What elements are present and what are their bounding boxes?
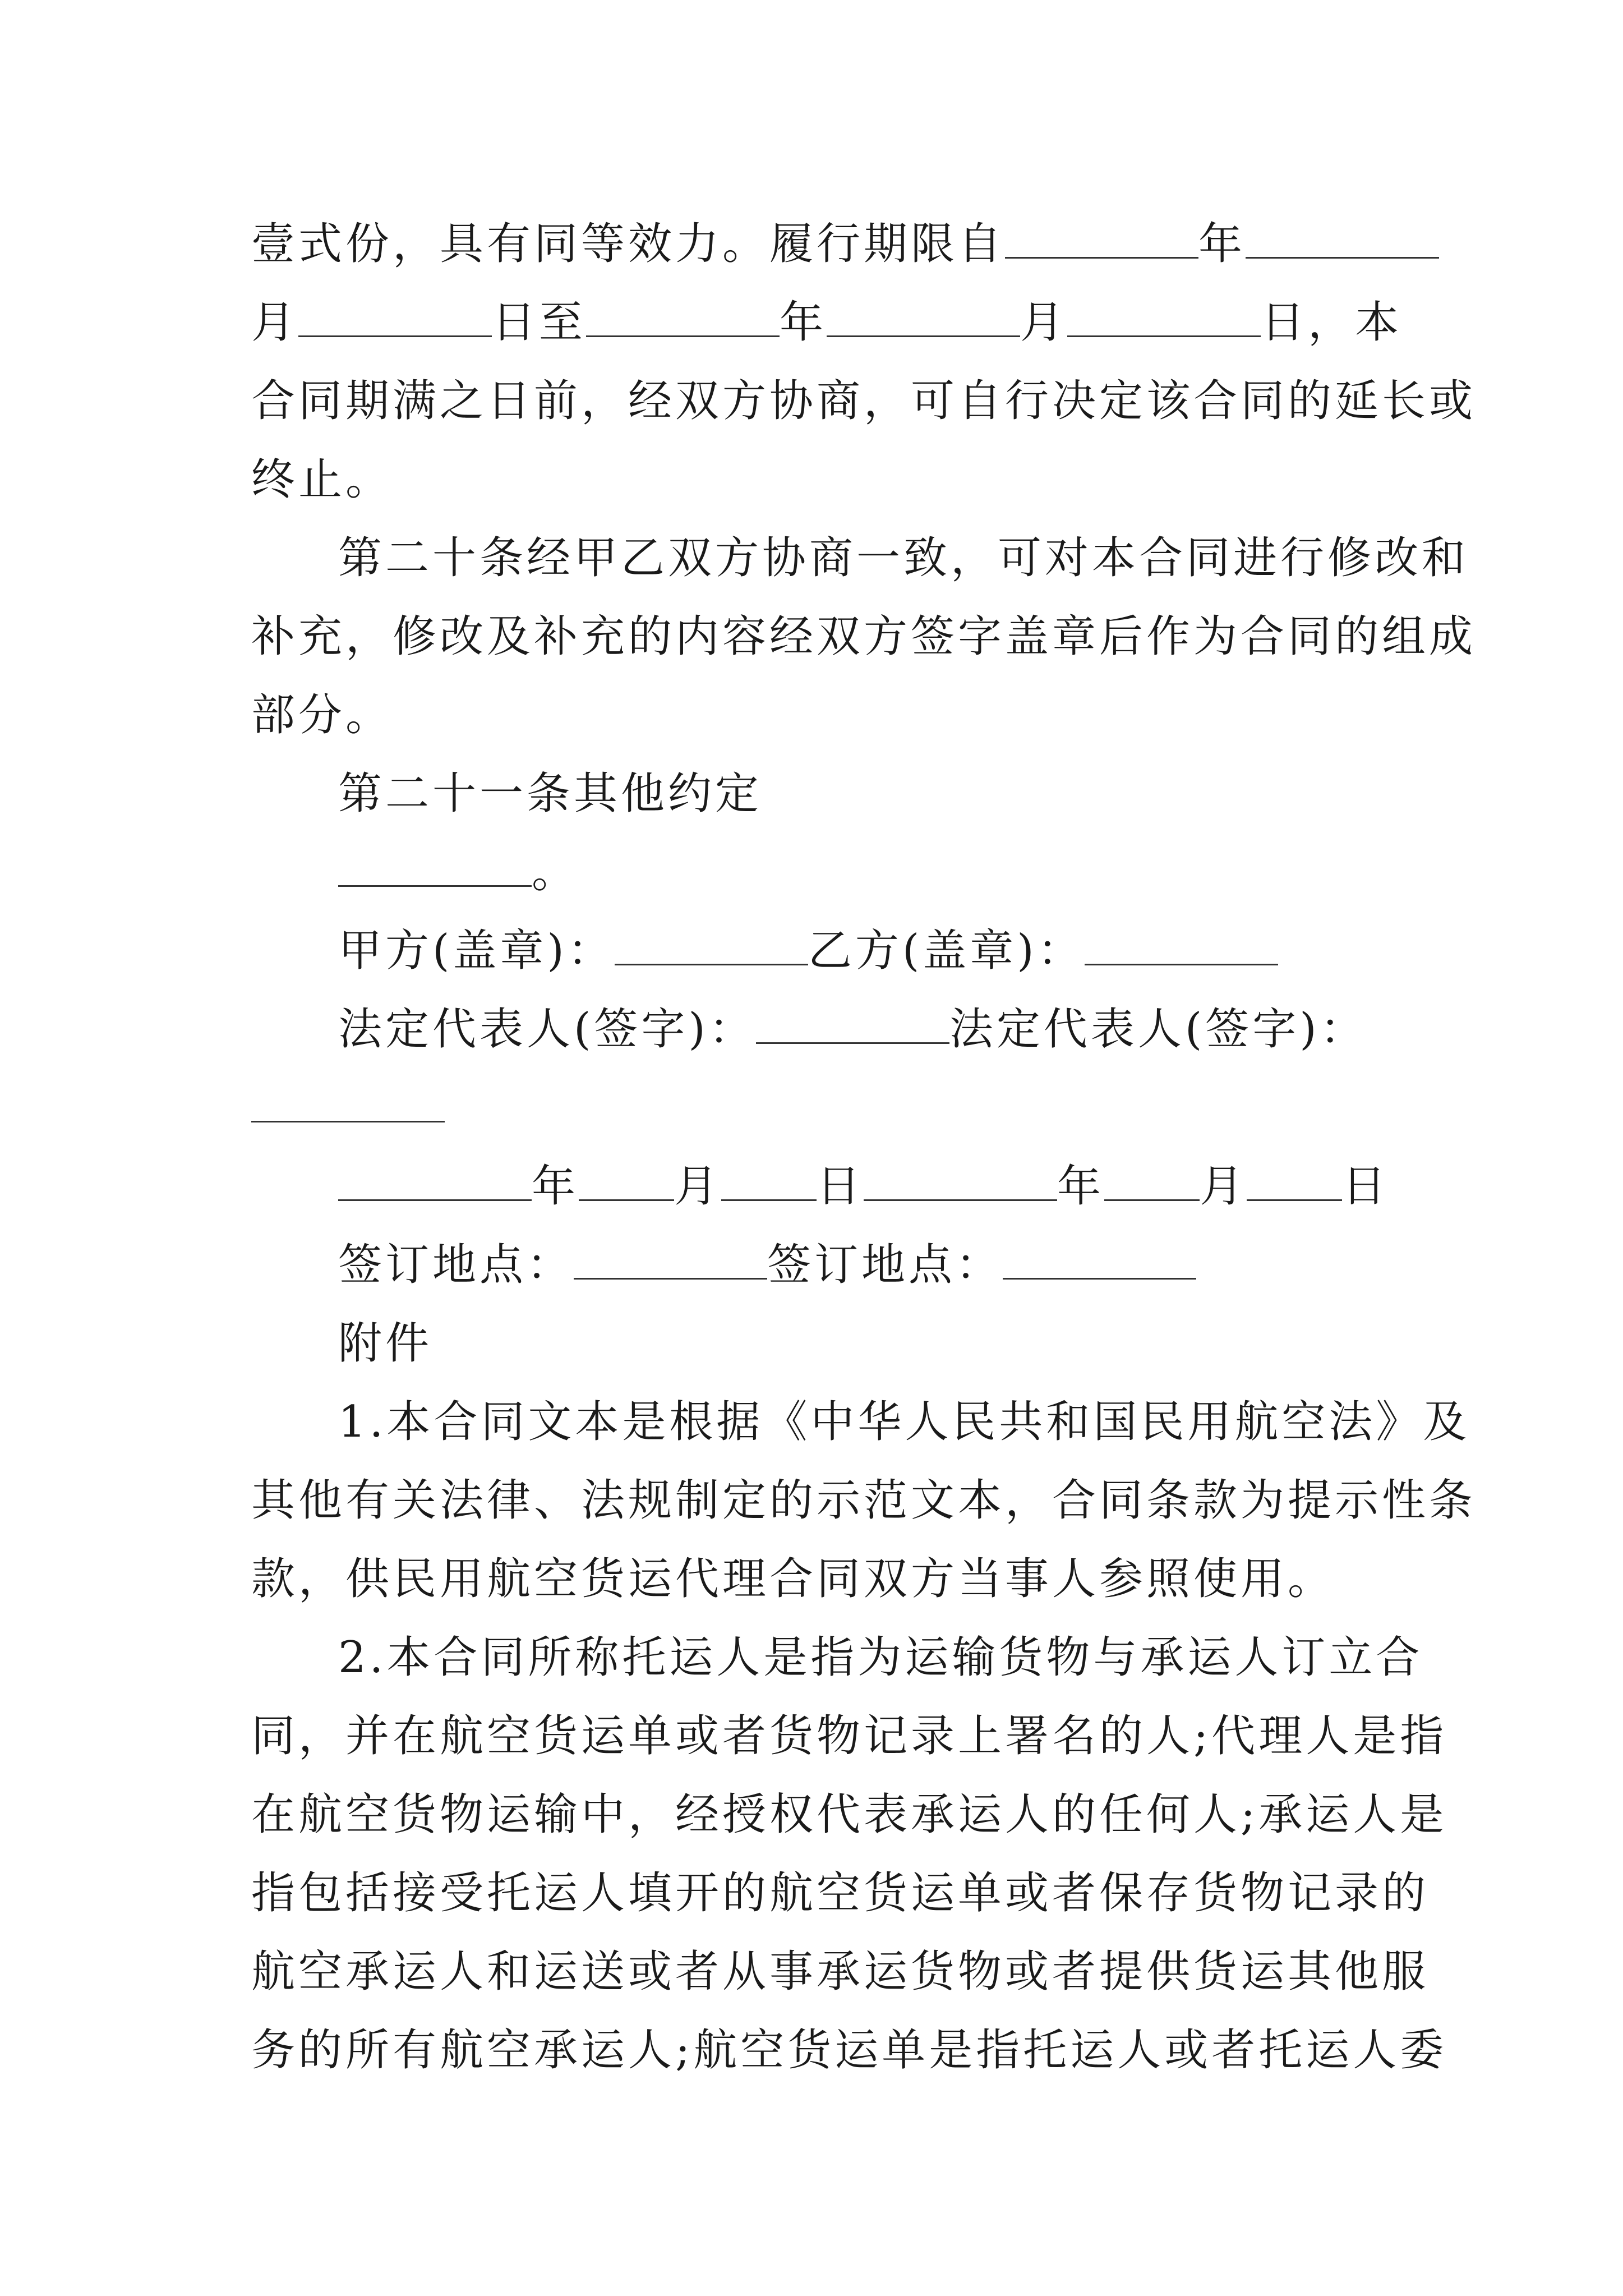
blank-field[interactable] (721, 1160, 817, 1201)
text-line: 合同期满之日前，经双方协商，可自行决定该合同的延长或 (251, 376, 1477, 426)
blank-field[interactable] (1246, 218, 1439, 259)
text-line: 补充，修改及补充的内容经双方签字盖章后作为合同的组成 (251, 611, 1477, 662)
legal-rep-line: 法定代表人(签字)： 法定代表人(签字)： (338, 1004, 1367, 1055)
other-terms-line: 。 (338, 844, 579, 900)
text-line: 部分。 (251, 690, 393, 740)
blank-field[interactable] (1005, 218, 1198, 259)
appendix-heading: 附件 (338, 1318, 433, 1369)
text-line: 在航空货物运输中，经授权代表承运人的任何人;承运人是 (251, 1789, 1447, 1840)
blank-field[interactable] (574, 1239, 767, 1280)
party-b-rep-field[interactable] (251, 1082, 445, 1122)
text-line: 1.本合同文本是根据《中华人民共和国民用航空法》及 (338, 1397, 1470, 1447)
text-line: 月 日至 年 月 日，本 (251, 297, 1403, 348)
text-line: 壹式份，具有同等效力。履行期限自 年 (251, 216, 1439, 272)
text-line: 航空承运人和运送或者从事承运货物或者提供货运其他服 (251, 1947, 1430, 1997)
party-seal-line: 甲方(盖章)： 乙方(盖章)： (338, 923, 1278, 979)
text-line: 务的所有航空承运人;航空货运单是指托运人或者托运人委 (251, 2025, 1447, 2076)
text-line: 其他有关法律、法规制定的示范文本，合同条款为提示性条 (251, 1475, 1477, 1526)
blank-field[interactable] (1247, 1160, 1342, 1201)
party-b-seal-field[interactable] (1085, 924, 1278, 965)
text-line: 终止。 (251, 454, 393, 505)
blank-field[interactable] (1067, 296, 1261, 337)
blank-field[interactable] (827, 296, 1020, 337)
party-a-seal-field[interactable] (615, 924, 808, 965)
party-b-rep-line (251, 1080, 445, 1136)
text-line: 指包括接受托运人填开的航空货运单或者保存货物记录的 (251, 1868, 1430, 1918)
text-line: 同，并在航空货运单或者货物记录上署名的人;代理人是指 (251, 1711, 1447, 1761)
party-a-rep-field[interactable] (756, 1003, 949, 1044)
blank-field[interactable] (1104, 1160, 1200, 1201)
date-line: 年 月 日 年 月 日 (338, 1158, 1389, 1214)
clause-20: 第二十条经甲乙双方协商一致，可对本合同进行修改和 (338, 533, 1469, 583)
text-line: 款，供民用航空货运代理合同双方当事人参照使用。 (251, 1554, 1335, 1604)
sign-place-line: 签订地点： 签订地点： (338, 1237, 1196, 1293)
blank-field[interactable] (1003, 1239, 1196, 1280)
clause-21-heading: 第二十一条其他约定 (338, 769, 763, 819)
blank-field[interactable] (579, 1160, 674, 1201)
blank-field[interactable] (338, 846, 532, 887)
blank-field[interactable] (864, 1160, 1057, 1201)
blank-field[interactable] (298, 296, 492, 337)
blank-field[interactable] (586, 296, 780, 337)
blank-field[interactable] (338, 1160, 532, 1201)
text-line: 2.本合同所称托运人是指为运输货物与承运人订立合 (338, 1632, 1423, 1683)
